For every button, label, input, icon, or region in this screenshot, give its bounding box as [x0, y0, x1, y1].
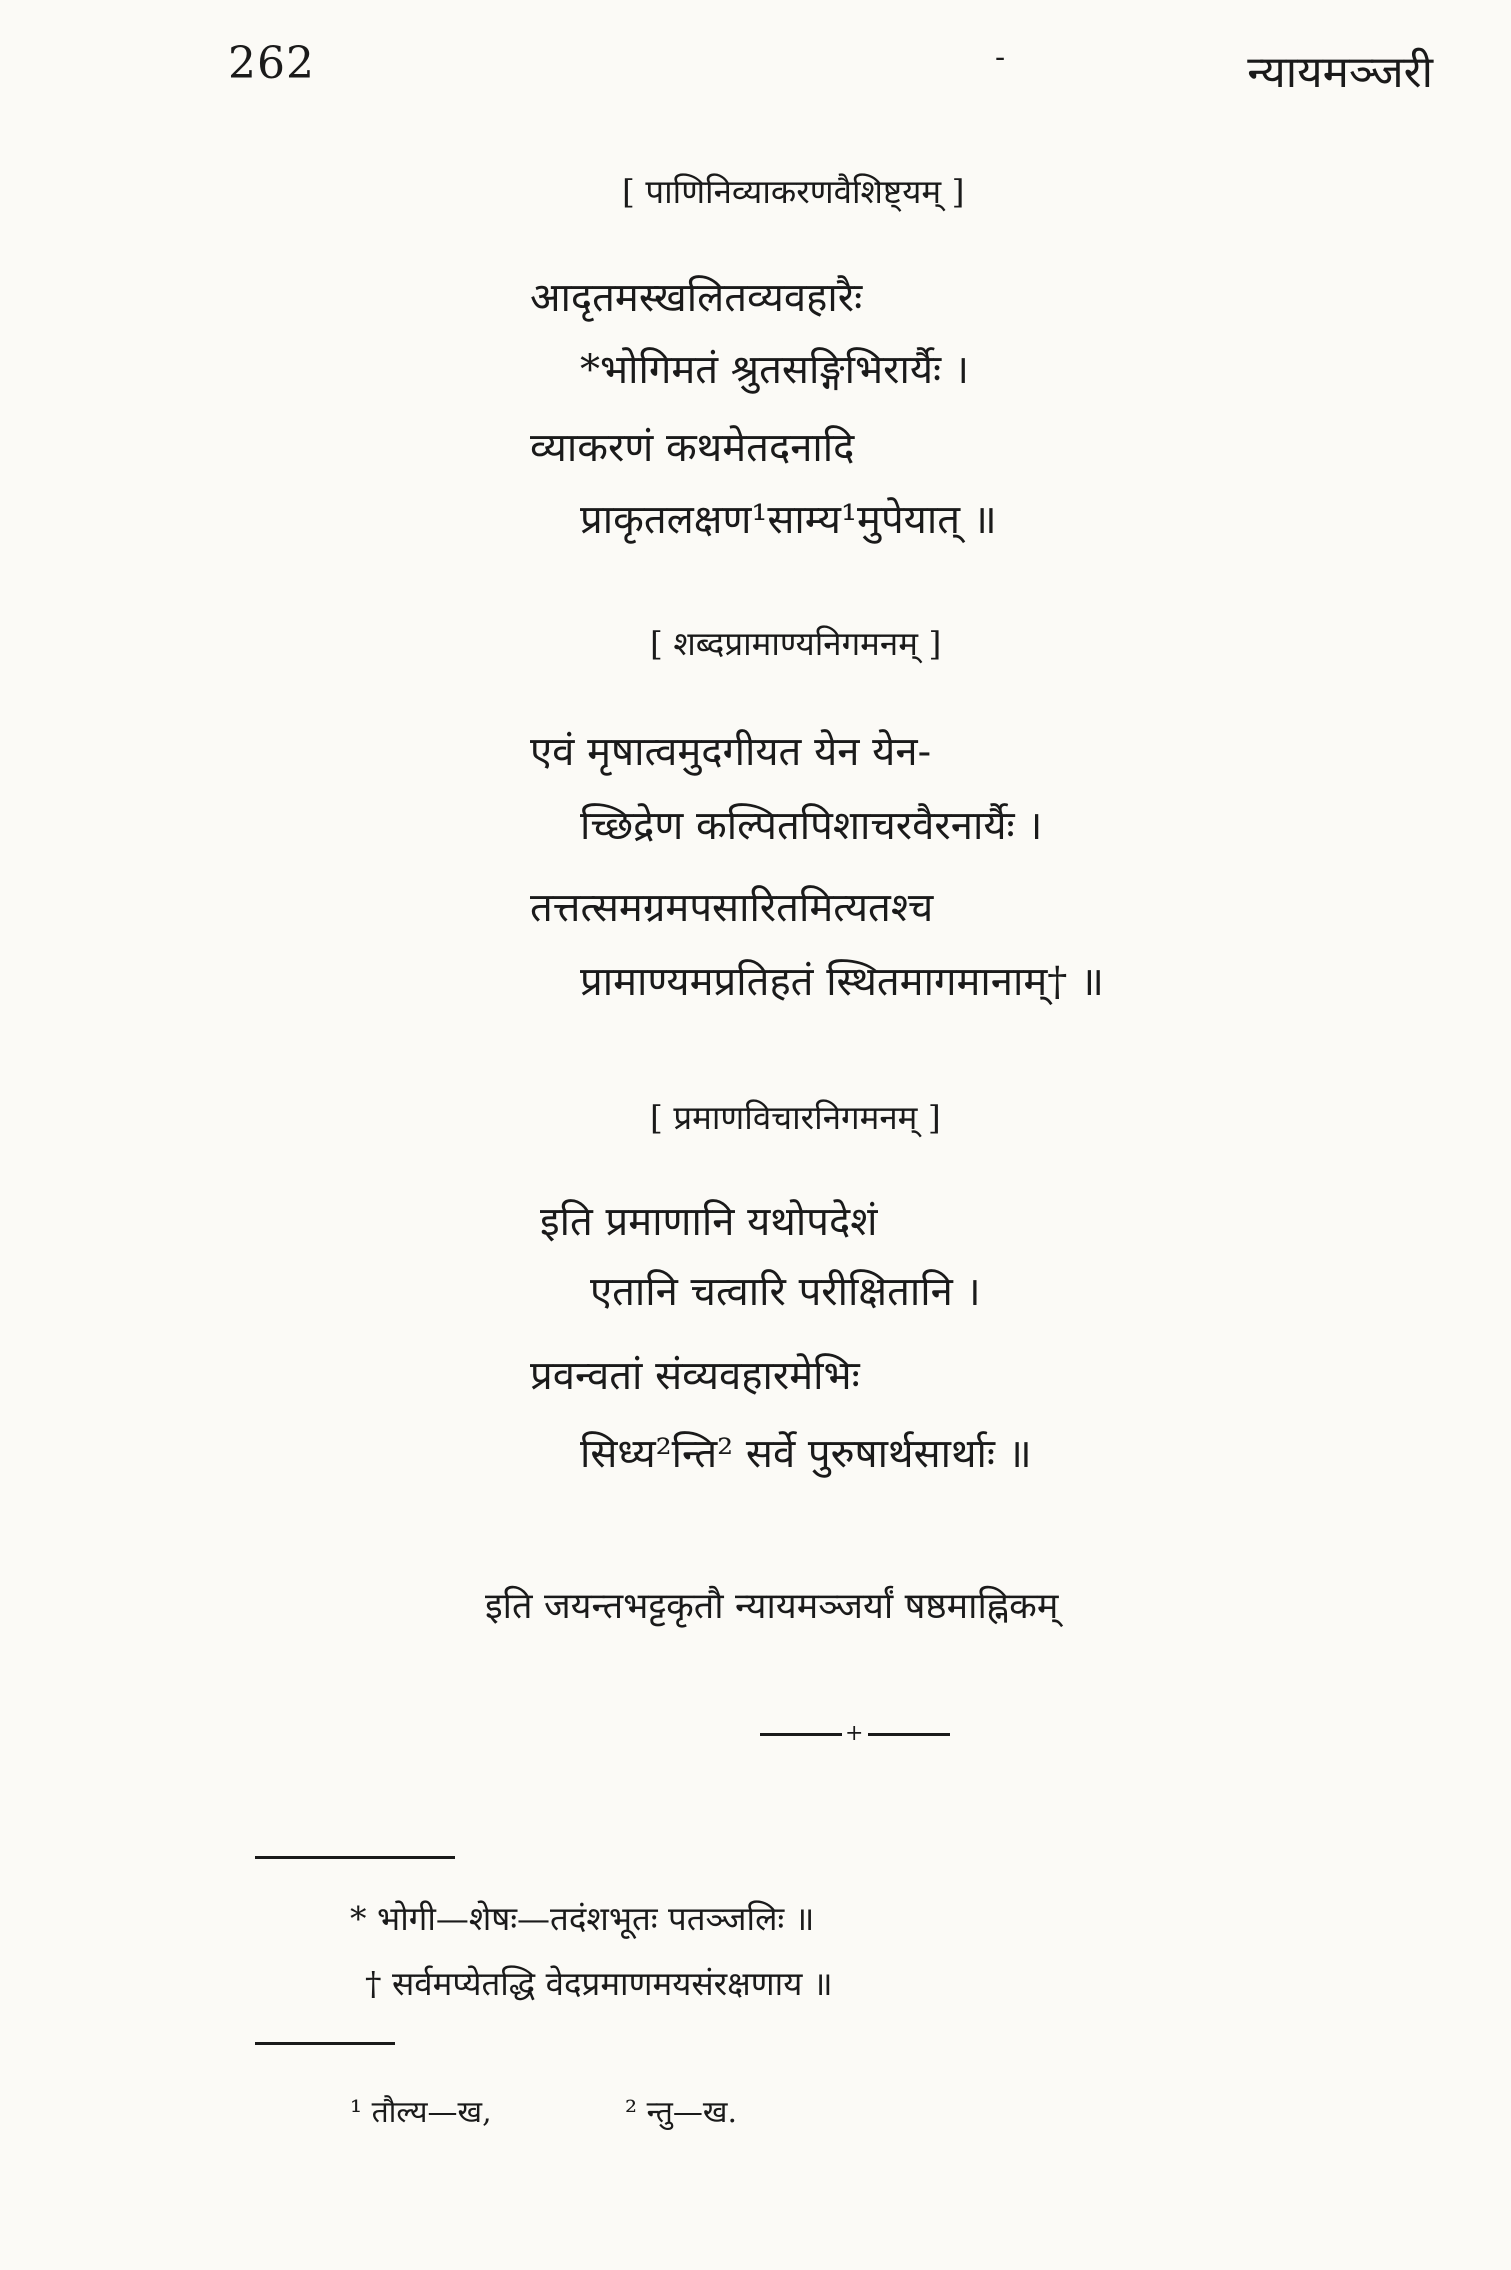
running-title: न्यायमञ्जरी — [1247, 47, 1433, 98]
footnote: † सर्वमप्येतद्धि वेदप्रमाणमयसंरक्षणाय ॥ — [365, 1964, 833, 2003]
verse-line: एतानि चत्वारि परीक्षितानि । — [590, 1269, 981, 1315]
footnote: * भोगी—शेषः—तदंशभूतः पतञ्जलिः ॥ — [350, 1899, 815, 1938]
variant-reading: ¹ तौल्य—ख, — [350, 2095, 492, 2130]
ornament-line-right — [868, 1733, 950, 1736]
top-mark: - — [995, 40, 1006, 75]
verse-line: प्रवन्वतां संव्यवहारमेभिः — [530, 1353, 860, 1399]
verse-line: व्याकरणं कथमेतदनादि — [530, 425, 855, 471]
verse-line: *भोगिमतं श्रुतसङ्गिभिरार्यैः । — [580, 347, 969, 393]
section-heading: [ शब्दप्रामाण्यनिगमनम् ] — [650, 624, 942, 663]
verse-line: सिध्य²न्ति² सर्वे पुरुषार्थसार्थाः ॥ — [580, 1431, 1032, 1477]
ornament-divider — [760, 1722, 950, 1746]
verse-line: आदृतमस्खलितव्यवहारैः — [530, 275, 863, 321]
verse-line: तत्तत्समग्रमपसारितमित्यतश्च — [530, 885, 934, 931]
verse-line: एवं मृषात्वमुदगीयत येन येन- — [530, 729, 932, 775]
section-heading: [ पाणिनिव्याकरणवैशिष्ट्यम् ] — [622, 172, 965, 211]
ornament-mark: + — [845, 1721, 864, 1746]
page-number: 262 — [228, 38, 315, 89]
verse-line: च्छिद्रेण कल्पितपिशाचरवैरनार्यैः । — [580, 803, 1043, 849]
section-heading: [ प्रमाणविचारनिगमनम् ] — [650, 1098, 941, 1137]
colophon: इति जयन्तभट्टकृतौ न्यायमञ्जर्यां षष्ठमाह्निकम् — [485, 1586, 1059, 1627]
variants-rule — [255, 2042, 395, 2045]
variant-reading: ² न्तु—ख. — [625, 2095, 737, 2130]
verse-line: इति प्रमाणानि यथोपदेशं — [540, 1199, 878, 1245]
verse-line: प्रामाण्यमप्रतिहतं स्थितमागमानाम्† ॥ — [580, 959, 1104, 1005]
verse-line: प्राकृतलक्षण¹साम्य¹मुपेयात् ॥ — [580, 497, 997, 543]
ornament-line-left — [760, 1733, 842, 1736]
footnote-rule — [255, 1856, 455, 1859]
